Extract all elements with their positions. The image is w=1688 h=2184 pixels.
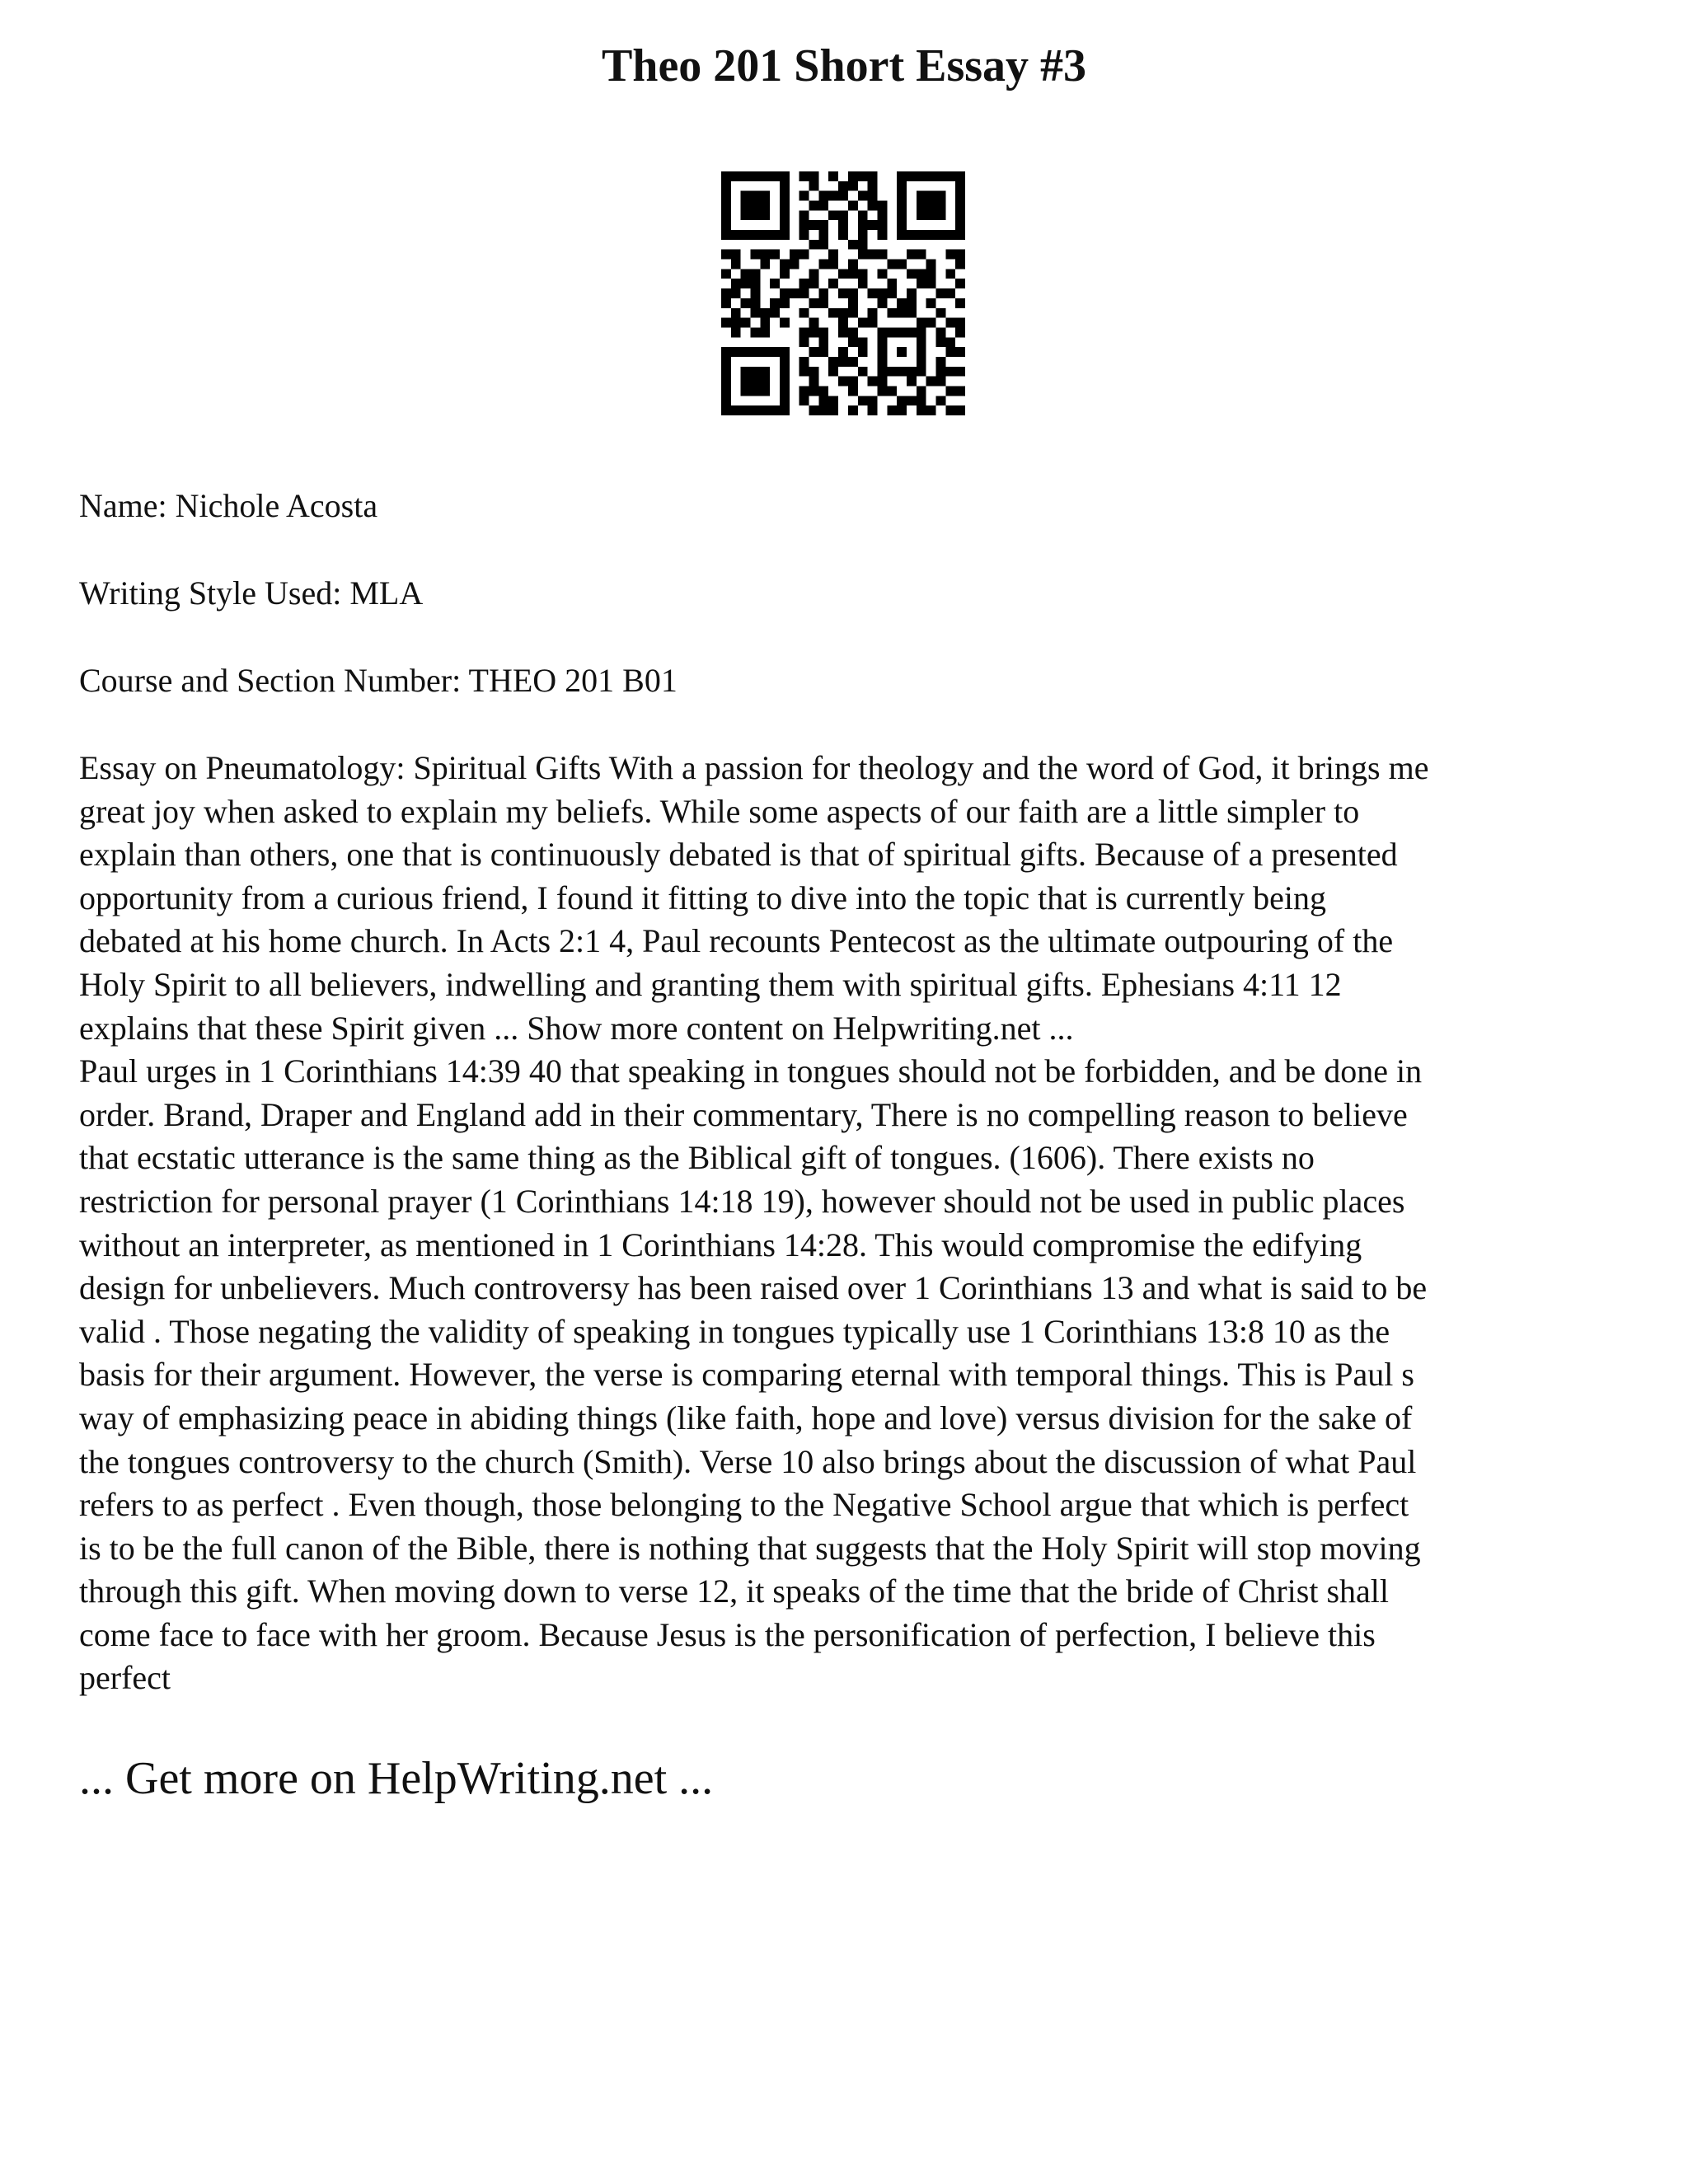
essay-line: perfect — [79, 1659, 171, 1697]
course-section: Course and Section Number: THEO 201 B01 — [79, 662, 678, 699]
essay-line: without an interpreter, as mentioned in 1 Corinthians 14:28. This would compromise the edifying — [79, 1226, 1362, 1263]
essay-line: Paul urges in 1 Corinthians 14:39 40 that speaking in tongues should not be forbidden, and be done in — [79, 1052, 1423, 1090]
essay-line: basis for their argument. However, the verse is comparing eternal with temporal things. This is Paul s — [79, 1356, 1414, 1394]
essay-line: valid . Those negating the validity of speaking in tongues typically use 1 Corinthians 13:8 10 as the — [79, 1312, 1390, 1350]
essay-line: is to be the full canon of the Bible, there is nothing that suggests that the Holy Spirit will stop moving — [79, 1529, 1421, 1567]
qr-code-icon — [721, 171, 965, 415]
writing-style: Writing Style Used: MLA — [79, 574, 424, 612]
essay-line: that ecstatic utterance is the same thing as the Biblical gift of tongues. (1606). There exists no — [79, 1139, 1315, 1177]
essay-line: through this gift. When moving down to verse 12, it speaks of the time that the bride of Christ shall — [79, 1572, 1390, 1610]
essay-line: debated at his home church. In Acts 2:1 4, Paul recounts Pentecost as the ultimate outpouring of the — [79, 922, 1394, 960]
essay-line: design for unbelievers. Much controversy has been raised over 1 Corinthians 13 and what is said to be — [79, 1269, 1428, 1307]
essay-line: come face to face with her groom. Because Jesus is the personification of perfection, I believe this — [79, 1615, 1376, 1653]
essay-line: opportunity from a curious friend, I found it fitting to dive into the topic that is currently being — [79, 879, 1327, 916]
essay-line: restriction for personal prayer (1 Corinthians 14:18 19), however should not be used in public places — [79, 1182, 1405, 1220]
essay-line: order. Brand, Draper and England add in their commentary, There is no compelling reason to believe — [79, 1095, 1408, 1133]
essay-line: great joy when asked to explain my beliefs. While some aspects of our faith are a little simpler to — [79, 792, 1360, 830]
essay-line: refers to as perfect . Even though, those belonging to the Negative School argue that which is perfect — [79, 1486, 1409, 1524]
essay-body — [79, 747, 1612, 1700]
essay-line: explains that these Spirit given ... Show more content on Helpwriting.net ... — [79, 1009, 1074, 1047]
essay-line: explain than others, one that is continuously debated is that of spiritual gifts. Because of a presented — [79, 836, 1398, 874]
essay-line: way of emphasizing peace in abiding things (like faith, hope and love) versus division for the sake of — [79, 1399, 1413, 1436]
essay-line: Holy Spirit to all believers, indwelling and granting them with spiritual gifts. Ephesians 4:11 12 — [79, 965, 1342, 1003]
essay-line: Essay on Pneumatology: Spiritual Gifts With a passion for theology and the word of God, it brings me — [79, 749, 1429, 786]
essay-line: the tongues controversy to the church (Smith). Verse 10 also brings about the discussion of what Paul — [79, 1442, 1417, 1480]
author-name: Name: Nichole Acosta — [79, 487, 378, 524]
get-more-link[interactable]: ... Get more on HelpWriting.net ... — [79, 1753, 714, 1804]
page-title: Theo 201 Short Essay #3 — [601, 40, 1087, 91]
